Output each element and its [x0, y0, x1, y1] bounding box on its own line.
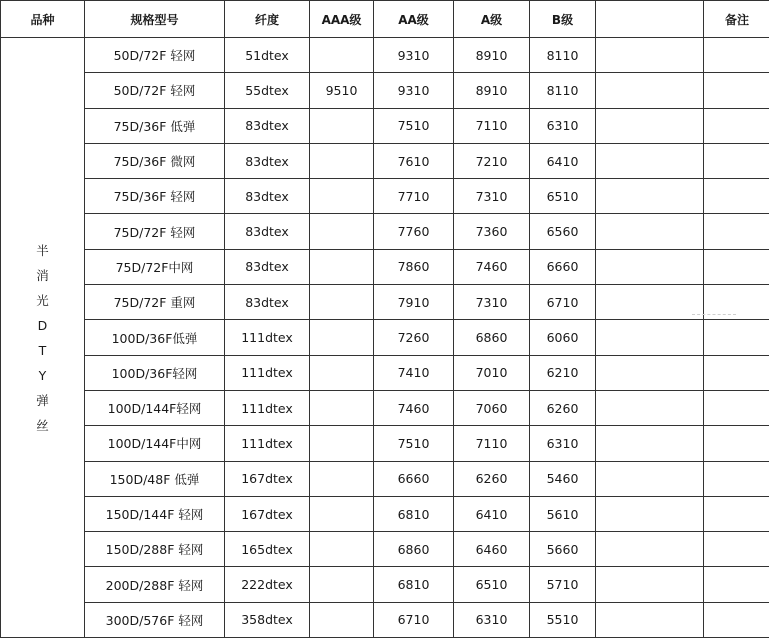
cell-denier: 111dtex [225, 390, 310, 425]
cell-aaa [310, 602, 374, 637]
cell-blank [596, 249, 704, 284]
cell-denier: 111dtex [225, 426, 310, 461]
table-body [1, 38, 769, 638]
cell-b: 6260 [530, 390, 596, 425]
cell-spec: 300D/576F 轻网 [85, 602, 225, 637]
cell-note [704, 38, 769, 73]
cell-blank [596, 390, 704, 425]
cell-a: 7110 [454, 426, 530, 461]
cell-aa: 7510 [374, 426, 454, 461]
cell-aaa [310, 355, 374, 390]
cell-denier: 165dtex [225, 532, 310, 567]
table-row [1, 602, 769, 637]
cell-blank [596, 355, 704, 390]
cell-aaa [310, 426, 374, 461]
cell-a: 7360 [454, 214, 530, 249]
cell-note [704, 355, 769, 390]
table-row [1, 108, 769, 143]
category-char: Y [1, 363, 84, 388]
table-row [1, 426, 769, 461]
cell-denier: 83dtex [225, 143, 310, 178]
cell-blank [596, 461, 704, 496]
cell-denier: 167dtex [225, 496, 310, 531]
cell-blank [596, 214, 704, 249]
cell-blank [596, 179, 704, 214]
cell-spec: 150D/48F 低弹 [85, 461, 225, 496]
category-char: T [1, 338, 84, 363]
category-char: 光 [1, 288, 84, 313]
col-header-spec: 规格型号 [85, 1, 225, 38]
cell-b: 6410 [530, 143, 596, 178]
cell-b: 6310 [530, 426, 596, 461]
table-row [1, 496, 769, 531]
col-header-aaa: AAA级 [310, 1, 374, 38]
cell-a: 6510 [454, 567, 530, 602]
cell-aa: 7510 [374, 108, 454, 143]
cell-aa: 6810 [374, 496, 454, 531]
cell-blank [596, 532, 704, 567]
cell-denier: 111dtex [225, 320, 310, 355]
dashed-marker [692, 314, 736, 316]
table-row [1, 532, 769, 567]
table-row [1, 143, 769, 178]
cell-b: 5460 [530, 461, 596, 496]
category-char: 消 [1, 263, 84, 288]
cell-b: 5510 [530, 602, 596, 637]
cell-aaa [310, 249, 374, 284]
cell-denier: 222dtex [225, 567, 310, 602]
table-row [1, 249, 769, 284]
cell-aaa [310, 285, 374, 320]
cell-spec: 75D/72F中网 [85, 249, 225, 284]
cell-a: 7310 [454, 179, 530, 214]
cell-a: 8910 [454, 73, 530, 108]
cell-aa: 7710 [374, 179, 454, 214]
cell-spec: 75D/72F 重网 [85, 285, 225, 320]
table-row [1, 73, 769, 108]
table-row [1, 320, 769, 355]
cell-aa: 7760 [374, 214, 454, 249]
cell-aa: 6710 [374, 602, 454, 637]
cell-denier: 83dtex [225, 179, 310, 214]
category-char: 半 [1, 238, 84, 263]
table-row [1, 214, 769, 249]
col-header-note: 备注 [704, 1, 769, 38]
cell-note [704, 249, 769, 284]
cell-aaa [310, 567, 374, 602]
cell-a: 8910 [454, 38, 530, 73]
cell-b: 6310 [530, 108, 596, 143]
cell-note [704, 602, 769, 637]
table-row [1, 355, 769, 390]
cell-b: 6710 [530, 285, 596, 320]
cell-aa: 9310 [374, 38, 454, 73]
table-row [1, 461, 769, 496]
cell-denier: 51dtex [225, 38, 310, 73]
cell-blank [596, 108, 704, 143]
cell-aa: 7410 [374, 355, 454, 390]
cell-blank [596, 285, 704, 320]
category-char: 弹 [1, 388, 84, 413]
category-char: 丝 [1, 413, 84, 438]
header-row [1, 1, 769, 38]
cell-note [704, 496, 769, 531]
col-header-denier: 纤度 [225, 1, 310, 38]
cell-spec: 100D/36F轻网 [85, 355, 225, 390]
cell-aaa [310, 108, 374, 143]
cell-spec: 200D/288F 轻网 [85, 567, 225, 602]
cell-b: 5660 [530, 532, 596, 567]
cell-blank [596, 496, 704, 531]
cell-aa: 7910 [374, 285, 454, 320]
cell-spec: 50D/72F 轻网 [85, 73, 225, 108]
cell-blank [596, 143, 704, 178]
table-row [1, 179, 769, 214]
cell-aaa: 9510 [310, 73, 374, 108]
col-header-blank [596, 1, 704, 38]
table-row [1, 285, 769, 320]
table-row [1, 38, 769, 73]
cell-note [704, 461, 769, 496]
cell-a: 7010 [454, 355, 530, 390]
cell-aa: 7860 [374, 249, 454, 284]
cell-aa: 7460 [374, 390, 454, 425]
col-header-category: 品种 [1, 1, 85, 38]
cell-aa: 6660 [374, 461, 454, 496]
cell-aaa [310, 320, 374, 355]
cell-spec: 150D/144F 轻网 [85, 496, 225, 531]
cell-aa: 9310 [374, 73, 454, 108]
cell-note [704, 426, 769, 461]
cell-note [704, 320, 769, 355]
cell-b: 5610 [530, 496, 596, 531]
cell-b: 6510 [530, 179, 596, 214]
category-char: D [1, 313, 84, 338]
cell-spec: 75D/72F 轻网 [85, 214, 225, 249]
cell-a: 6260 [454, 461, 530, 496]
cell-aa: 6810 [374, 567, 454, 602]
cell-b: 5710 [530, 567, 596, 602]
cell-a: 7310 [454, 285, 530, 320]
cell-blank [596, 73, 704, 108]
cell-spec: 50D/72F 轻网 [85, 38, 225, 73]
cell-aa: 6860 [374, 532, 454, 567]
cell-aaa [310, 461, 374, 496]
cell-spec: 75D/36F 轻网 [85, 179, 225, 214]
cell-aa: 7260 [374, 320, 454, 355]
cell-note [704, 108, 769, 143]
cell-b: 6060 [530, 320, 596, 355]
col-header-a: A级 [454, 1, 530, 38]
cell-a: 7060 [454, 390, 530, 425]
cell-note [704, 179, 769, 214]
cell-note [704, 390, 769, 425]
cell-blank [596, 602, 704, 637]
table-row [1, 567, 769, 602]
cell-aaa [310, 38, 374, 73]
category-cell [1, 38, 85, 638]
cell-blank [596, 320, 704, 355]
col-header-b: B级 [530, 1, 596, 38]
cell-blank [596, 38, 704, 73]
cell-b: 6210 [530, 355, 596, 390]
cell-aaa [310, 390, 374, 425]
cell-spec: 75D/36F 低弹 [85, 108, 225, 143]
cell-denier: 83dtex [225, 249, 310, 284]
cell-spec: 150D/288F 轻网 [85, 532, 225, 567]
cell-a: 6860 [454, 320, 530, 355]
cell-a: 7460 [454, 249, 530, 284]
cell-b: 8110 [530, 73, 596, 108]
cell-note [704, 567, 769, 602]
cell-denier: 111dtex [225, 355, 310, 390]
cell-note [704, 73, 769, 108]
cell-denier: 83dtex [225, 108, 310, 143]
cell-note [704, 532, 769, 567]
cell-denier: 167dtex [225, 461, 310, 496]
cell-spec: 100D/144F轻网 [85, 390, 225, 425]
cell-denier: 55dtex [225, 73, 310, 108]
cell-aaa [310, 214, 374, 249]
cell-spec: 100D/144F中网 [85, 426, 225, 461]
cell-b: 6660 [530, 249, 596, 284]
cell-note [704, 214, 769, 249]
cell-denier: 358dtex [225, 602, 310, 637]
cell-aaa [310, 143, 374, 178]
cell-aaa [310, 532, 374, 567]
cell-a: 7110 [454, 108, 530, 143]
col-header-aa: AA级 [374, 1, 454, 38]
cell-denier: 83dtex [225, 214, 310, 249]
cell-note [704, 143, 769, 178]
cell-a: 6410 [454, 496, 530, 531]
cell-aa: 7610 [374, 143, 454, 178]
cell-b: 6560 [530, 214, 596, 249]
cell-blank [596, 567, 704, 602]
table-row [1, 390, 769, 425]
cell-aaa [310, 179, 374, 214]
cell-spec: 75D/36F 微网 [85, 143, 225, 178]
cell-a: 6310 [454, 602, 530, 637]
cell-blank [596, 426, 704, 461]
cell-a: 6460 [454, 532, 530, 567]
cell-spec: 100D/36F低弹 [85, 320, 225, 355]
cell-aaa [310, 496, 374, 531]
cell-a: 7210 [454, 143, 530, 178]
cell-denier: 83dtex [225, 285, 310, 320]
cell-b: 8110 [530, 38, 596, 73]
